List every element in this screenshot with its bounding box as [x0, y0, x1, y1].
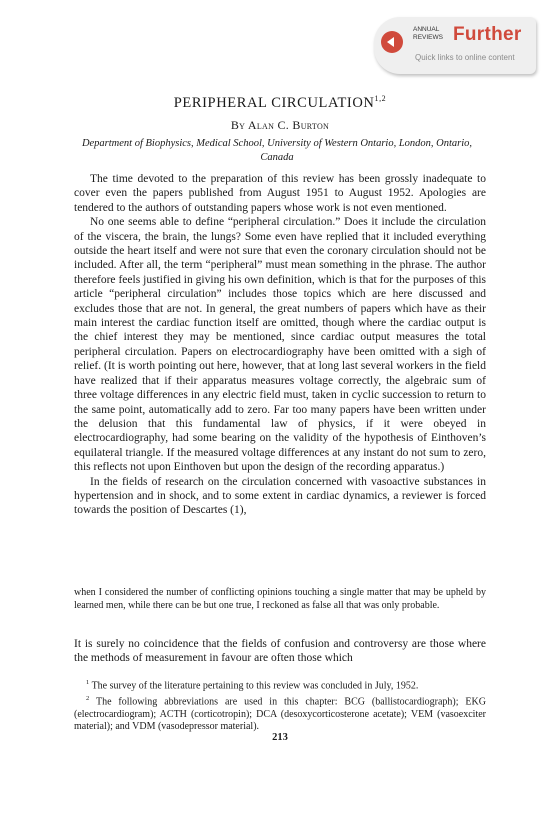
footnote-1: $^1$ The survey of the literature pertaining to this review was concluded in July, 1952.	[86, 679, 419, 692]
paragraph-3: In the fields of research on the circulation concerned with vasoactive substances in hypertension and in shock, and to some extent in cardiac dynamics, a reviewer is forced towards the position of Descartes (1),	[74, 475, 486, 517]
badge-publisher: ANNUAL REVIEWS	[413, 26, 443, 41]
paragraph-1: The time devoted to the preparation of this review has been grossly inadequate to cover even the papers published from August 1951 to August 1952. Apologies are tendered to the authors of outstanding papers whose work is not even mentioned.	[74, 173, 486, 214]
further-links-badge[interactable]	[374, 17, 536, 74]
left-arrow-icon	[387, 37, 394, 47]
author-affiliation: Department of Biophysics, Medical School, University of Western Ontario, London, Ontario, Canada	[81, 138, 473, 163]
article-title: PERIPHERAL CIRCULATION$^{1,2}$	[173, 94, 387, 111]
page-number: 213	[272, 732, 288, 743]
badge-subtitle: Quick links to online content	[415, 53, 515, 62]
article-body	[74, 172, 486, 518]
block-quote: when I considered the number of conflicting opinions touching a single matter that may be upheld by learned men, while there can be but one true, I reckoned as false all that was only probable.	[74, 587, 486, 611]
author-byline: By Alan C. Burton	[230, 118, 330, 132]
paragraph-2: No one seems able to define “peripheral circulation.” Does it include the circulation of the viscera, the brain, the lungs? Some even have replied that it included everything outside the heart itself and were not sure that even the coronary circulation should not be included. After all, the term “peripheral” must mean something in the phrase. The author therefore feels justified in giving his own definition, which is that for the purposes of this article “peripheral circulation” includes those topics which are here discussed and excludes those that are not. In general, the great numbers of papers which have as their main interest the cardiac function itself are omitted, though where the cardiac output is the chief interest they may be mentioned, since cardiac output measures the total peripheral circulation. Papers on electrocardiography have been omitted with a sigh of relief. (It is worth pointing out here, however, that at long last several workers in the field have realized that if their apparatus measures voltage correctly, the algebraic sum of three voltage differences in any electric field must, taken in cyclic succession to return to the same point, automatically add to zero. Far too many papers have been written under the delusion that this fundamental law of physics, if it were obeyed in electrocardiography, had some bearing on the validity of the hypothesis of Einthoven’s equilateral triangle. If the measured voltage differences at any instant do not sum to zero, this reflects not upon Einthoven but upon the design of the recording apparatus.)	[74, 216, 486, 474]
badge-further-label: Further	[453, 24, 522, 45]
continuation-paragraph: It is surely no coincidence that the fields of confusion and controversy are those where the methods of measurement in favour are often those which	[74, 638, 486, 665]
title-footnote-marks: 1,2	[374, 94, 387, 103]
badge-circle	[381, 31, 403, 53]
footnotes	[74, 677, 486, 734]
footnote-2: $^2$ The following abbreviations are used in this chapter: BCG (ballistocardiograph); EKG (electrocardiogram); ACTH (corticotropin); DCA (desoxycorticosterone acetate); VEM (vasoexciter material); and VDM (vasodepressor material).	[74, 694, 486, 733]
